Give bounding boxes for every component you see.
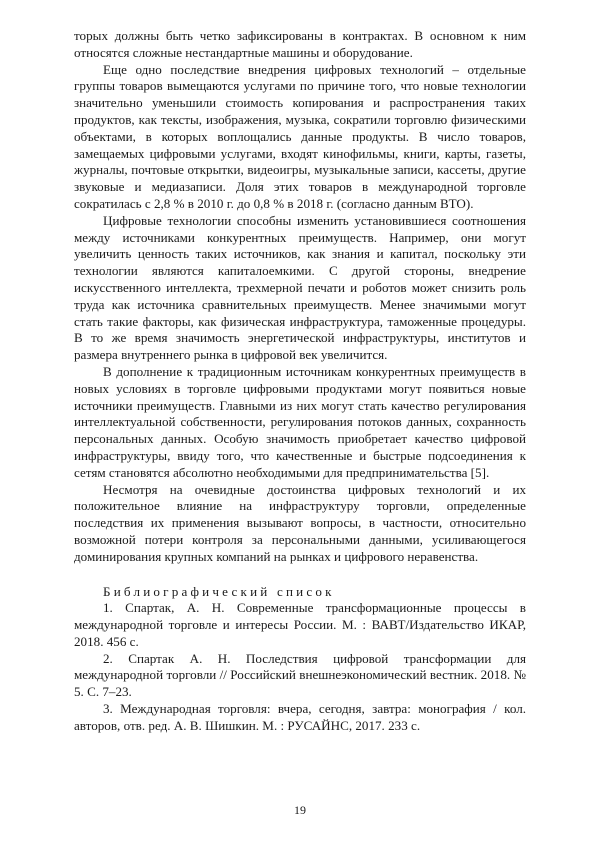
paragraph: Несмотря на очевидные достоинства цифровых технологий и их положительное влияние на инфраструктуру торговли, определенные последствия их применения вызывают вопросы, в частности, относительно возможной потери контроля за персональными данными, усиливающегося доминирования крупных компаний на рынках и цифрового неравенства. (74, 481, 526, 564)
paragraph: Еще одно последствие внедрения цифровых технологий – отдельные группы товаров вымещаются услугами по причине того, что новые технологии значительно уменьшили стоимость копирования и распространения таких продуктов, как тексты, изображения, музыка, сократили торговлю физическими объектами, в которых воплощались данные продукты. В число товаров, замещаемых цифровыми услугами, входят кинофильмы, книги, карты, газеты, журналы, почтовые открытки, видеоигры, музыкальные записи, кассеты, другие звуковые и медиазаписи. Доля этих товаров в международной торговле сократилась с 2,8 % в 2010 г. до 0,8 % в 2018 г. (согласно данным ВТО). (74, 61, 526, 211)
bibliography-entry: 2. Спартак А. Н. Последствия цифровой трансформации для международной торговли // Российский внешнеэкономический вестник. 2018. № 5. С. 7–23. (74, 650, 526, 700)
body-text (74, 28, 526, 735)
paragraph: Цифровые технологии способны изменить установившиеся соотношения между источниками конкурентных преимуществ. Например, они могут увеличить ценность таких источников, как знания и капитал, поскольку эти технологии являются капиталоемкими. С другой стороны, внедрение искусственного интеллекта, трехмерной печати и роботов может снизить роль труда как источника сравнительных преимуществ. Менее значимыми могут стать такие факторы, как физическая инфраструктура, таможенные процедуры. В то же время значимость энергетической инфраструктуры, институтов и размера внутреннего рынка в цифровой век увеличится. (74, 212, 526, 363)
page-number: 19 (294, 803, 306, 817)
paragraph: В дополнение к традиционным источникам конкурентных преимуществ в новых условиях в торговле цифровыми продуктами могут появиться новые источники преимуществ. Главными из них могут стать качество регулирования интеллектуальной собственности, регулирования потоков данных, сохранность персональных данных. Особую значимость приобретает качество цифровой инфраструктуры, ввиду того, что качественные и быстрые подсоединения к сетям становятся абсолютно необходимыми для предпринимательства [5]. (74, 363, 526, 480)
bibliography-heading: Библиографический список (103, 583, 335, 599)
bibliography-entry: 1. Спартак, А. Н. Современные трансформационные процессы в международной торговле и интересы России. М. : ВАВТ/Издательство ИКАР, 2018. 456 с. (74, 600, 526, 649)
bibliography-entry: 3. Международная торговля: вчера, сегодня, завтра: монография / кол. авторов, отв. ред. А. В. Шишкин. М. : РУСАЙНС, 2017. 233 с. (74, 701, 526, 733)
paragraph-continuation: торых должны быть четко зафиксированы в контрактах. В основном к ним относятся сложные нестандартные машины и оборудование. (74, 28, 526, 60)
